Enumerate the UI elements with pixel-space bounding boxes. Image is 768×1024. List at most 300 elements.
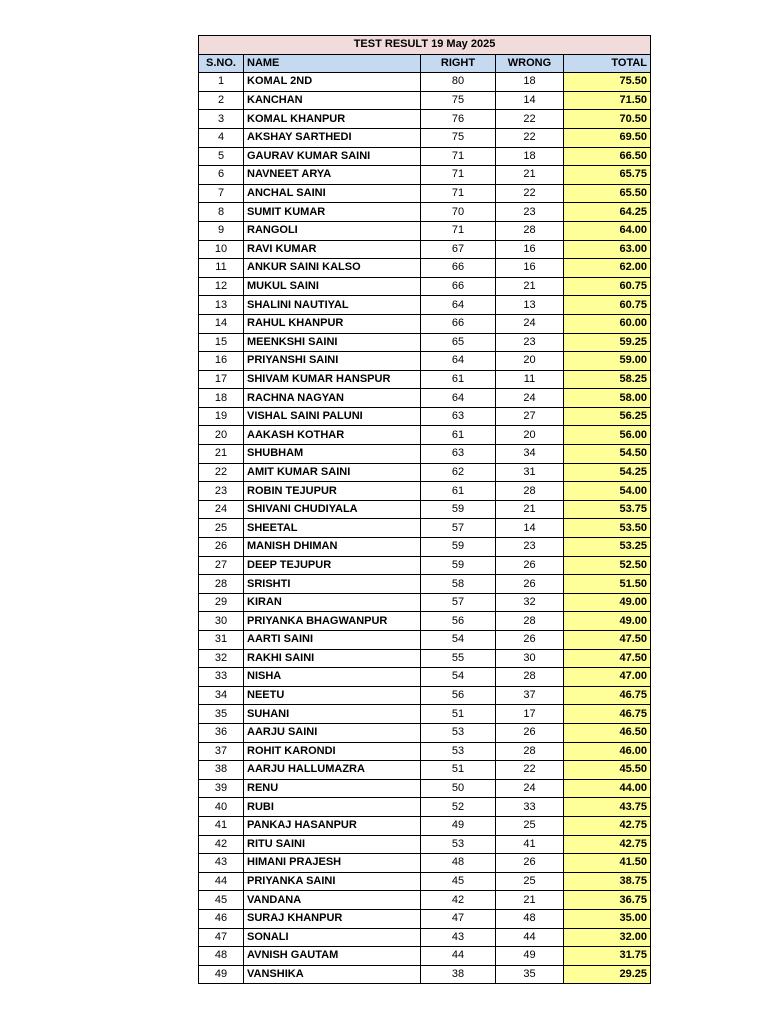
cell-right: 65 — [421, 333, 496, 352]
cell-total: 71.50 — [564, 91, 651, 110]
table-row — [199, 798, 651, 817]
cell-name: PRIYANSHI SAINI — [244, 352, 421, 371]
cell-sno: 9 — [199, 221, 244, 240]
cell-name: NEETU — [244, 686, 421, 705]
cell-name: AKSHAY SARTHEDI — [244, 128, 421, 147]
cell-wrong: 25 — [496, 872, 564, 891]
table-row — [199, 482, 651, 501]
table-row — [199, 612, 651, 631]
cell-right: 71 — [421, 147, 496, 166]
cell-right: 47 — [421, 909, 496, 928]
cell-wrong: 24 — [496, 779, 564, 798]
cell-name: MEENKSHI SAINI — [244, 333, 421, 352]
table-row — [199, 500, 651, 519]
header-sno: S.NO. — [199, 54, 244, 73]
cell-name: SUHANI — [244, 705, 421, 724]
cell-right: 61 — [421, 482, 496, 501]
cell-sno: 17 — [199, 370, 244, 389]
cell-sno: 29 — [199, 593, 244, 612]
table-row — [199, 221, 651, 240]
cell-name: ROBIN TEJUPUR — [244, 482, 421, 501]
table-body — [199, 73, 651, 984]
table-row — [199, 723, 651, 742]
cell-wrong: 27 — [496, 407, 564, 426]
table-row — [199, 575, 651, 594]
cell-sno: 4 — [199, 128, 244, 147]
cell-sno: 31 — [199, 631, 244, 650]
cell-right: 71 — [421, 184, 496, 203]
cell-wrong: 41 — [496, 835, 564, 854]
cell-wrong: 33 — [496, 798, 564, 817]
cell-name: VANDANA — [244, 891, 421, 910]
cell-name: SUMIT KUMAR — [244, 203, 421, 222]
cell-total: 66.50 — [564, 147, 651, 166]
cell-wrong: 21 — [496, 277, 564, 296]
cell-wrong: 28 — [496, 482, 564, 501]
cell-sno: 18 — [199, 389, 244, 408]
result-table — [198, 35, 651, 984]
cell-name: KANCHAN — [244, 91, 421, 110]
table-row — [199, 333, 651, 352]
table-row — [199, 538, 651, 557]
cell-name: KIRAN — [244, 593, 421, 612]
header-total: TOTAL — [564, 54, 651, 73]
cell-total: 53.50 — [564, 519, 651, 538]
cell-right: 48 — [421, 854, 496, 873]
cell-name: SHEETAL — [244, 519, 421, 538]
cell-wrong: 23 — [496, 538, 564, 557]
cell-right: 52 — [421, 798, 496, 817]
cell-wrong: 22 — [496, 110, 564, 129]
table-row — [199, 203, 651, 222]
table-row — [199, 965, 651, 984]
cell-wrong: 44 — [496, 928, 564, 947]
cell-wrong: 22 — [496, 184, 564, 203]
cell-name: RENU — [244, 779, 421, 798]
cell-sno: 13 — [199, 296, 244, 315]
cell-total: 60.75 — [564, 277, 651, 296]
cell-name: RUBI — [244, 798, 421, 817]
table-row — [199, 519, 651, 538]
cell-name: SHUBHAM — [244, 445, 421, 464]
cell-sno: 20 — [199, 426, 244, 445]
cell-sno: 37 — [199, 742, 244, 761]
cell-total: 52.50 — [564, 556, 651, 575]
cell-wrong: 22 — [496, 761, 564, 780]
cell-right: 53 — [421, 723, 496, 742]
cell-total: 31.75 — [564, 947, 651, 966]
cell-wrong: 48 — [496, 909, 564, 928]
cell-right: 58 — [421, 575, 496, 594]
cell-right: 61 — [421, 370, 496, 389]
cell-total: 58.00 — [564, 389, 651, 408]
cell-wrong: 21 — [496, 891, 564, 910]
cell-name: AARJU HALLUMAZRA — [244, 761, 421, 780]
cell-sno: 22 — [199, 463, 244, 482]
cell-sno: 12 — [199, 277, 244, 296]
cell-wrong: 21 — [496, 166, 564, 185]
cell-wrong: 28 — [496, 612, 564, 631]
cell-sno: 5 — [199, 147, 244, 166]
cell-total: 60.75 — [564, 296, 651, 315]
table-row — [199, 668, 651, 687]
header-name: NAME — [244, 54, 421, 73]
cell-right: 62 — [421, 463, 496, 482]
cell-right: 54 — [421, 631, 496, 650]
cell-sno: 26 — [199, 538, 244, 557]
cell-name: AMIT KUMAR SAINI — [244, 463, 421, 482]
cell-name: SHALINI NAUTIYAL — [244, 296, 421, 315]
cell-name: MANISH DHIMAN — [244, 538, 421, 557]
cell-total: 35.00 — [564, 909, 651, 928]
table-row — [199, 407, 651, 426]
cell-right: 38 — [421, 965, 496, 984]
cell-right: 56 — [421, 686, 496, 705]
cell-name: KOMAL 2ND — [244, 73, 421, 92]
cell-wrong: 20 — [496, 352, 564, 371]
table-row — [199, 277, 651, 296]
cell-total: 47.50 — [564, 649, 651, 668]
cell-wrong: 49 — [496, 947, 564, 966]
cell-total: 43.75 — [564, 798, 651, 817]
cell-name: SURAJ KHANPUR — [244, 909, 421, 928]
cell-total: 62.00 — [564, 259, 651, 278]
table-row — [199, 761, 651, 780]
cell-sno: 10 — [199, 240, 244, 259]
table-row — [199, 891, 651, 910]
cell-total: 53.25 — [564, 538, 651, 557]
cell-name: RAVI KUMAR — [244, 240, 421, 259]
cell-wrong: 26 — [496, 854, 564, 873]
cell-wrong: 23 — [496, 203, 564, 222]
cell-total: 46.50 — [564, 723, 651, 742]
table-row — [199, 631, 651, 650]
cell-sno: 28 — [199, 575, 244, 594]
table-row — [199, 463, 651, 482]
cell-sno: 30 — [199, 612, 244, 631]
cell-name: GAURAV KUMAR SAINI — [244, 147, 421, 166]
table-row — [199, 370, 651, 389]
table-row — [199, 854, 651, 873]
cell-total: 49.00 — [564, 593, 651, 612]
cell-right: 49 — [421, 816, 496, 835]
cell-total: 75.50 — [564, 73, 651, 92]
cell-right: 59 — [421, 500, 496, 519]
cell-wrong: 16 — [496, 240, 564, 259]
cell-wrong: 32 — [496, 593, 564, 612]
cell-total: 44.00 — [564, 779, 651, 798]
cell-name: RANGOLI — [244, 221, 421, 240]
table-row — [199, 556, 651, 575]
table-row — [199, 445, 651, 464]
cell-right: 42 — [421, 891, 496, 910]
cell-total: 47.50 — [564, 631, 651, 650]
cell-name: PRIYANKA SAINI — [244, 872, 421, 891]
cell-name: RACHNA NAGYAN — [244, 389, 421, 408]
cell-name: HIMANI PRAJESH — [244, 854, 421, 873]
cell-sno: 7 — [199, 184, 244, 203]
cell-name: SRISHTI — [244, 575, 421, 594]
cell-total: 38.75 — [564, 872, 651, 891]
cell-total: 59.25 — [564, 333, 651, 352]
cell-wrong: 14 — [496, 519, 564, 538]
table-row — [199, 73, 651, 92]
cell-sno: 49 — [199, 965, 244, 984]
table-row — [199, 184, 651, 203]
cell-right: 56 — [421, 612, 496, 631]
cell-total: 65.50 — [564, 184, 651, 203]
cell-total: 58.25 — [564, 370, 651, 389]
cell-right: 71 — [421, 221, 496, 240]
cell-right: 63 — [421, 445, 496, 464]
table-row — [199, 742, 651, 761]
header-wrong: WRONG — [496, 54, 564, 73]
cell-right: 53 — [421, 835, 496, 854]
table-row — [199, 128, 651, 147]
cell-sno: 34 — [199, 686, 244, 705]
cell-right: 64 — [421, 389, 496, 408]
cell-sno: 32 — [199, 649, 244, 668]
cell-right: 64 — [421, 296, 496, 315]
cell-wrong: 31 — [496, 463, 564, 482]
cell-right: 55 — [421, 649, 496, 668]
cell-total: 29.25 — [564, 965, 651, 984]
cell-name: ROHIT KARONDI — [244, 742, 421, 761]
cell-total: 59.00 — [564, 352, 651, 371]
cell-total: 64.25 — [564, 203, 651, 222]
cell-total: 65.75 — [564, 166, 651, 185]
cell-total: 54.50 — [564, 445, 651, 464]
cell-total: 36.75 — [564, 891, 651, 910]
table-row — [199, 259, 651, 278]
table-row — [199, 872, 651, 891]
cell-right: 51 — [421, 705, 496, 724]
cell-sno: 46 — [199, 909, 244, 928]
cell-name: NISHA — [244, 668, 421, 687]
table-row — [199, 928, 651, 947]
cell-wrong: 18 — [496, 73, 564, 92]
cell-name: AARTI SAINI — [244, 631, 421, 650]
cell-right: 57 — [421, 593, 496, 612]
cell-total: 42.75 — [564, 835, 651, 854]
cell-wrong: 18 — [496, 147, 564, 166]
cell-sno: 48 — [199, 947, 244, 966]
cell-sno: 40 — [199, 798, 244, 817]
cell-right: 66 — [421, 314, 496, 333]
cell-wrong: 16 — [496, 259, 564, 278]
cell-right: 63 — [421, 407, 496, 426]
cell-total: 56.25 — [564, 407, 651, 426]
cell-wrong: 17 — [496, 705, 564, 724]
cell-right: 57 — [421, 519, 496, 538]
table-row — [199, 426, 651, 445]
cell-right: 51 — [421, 761, 496, 780]
table-row — [199, 593, 651, 612]
cell-sno: 1 — [199, 73, 244, 92]
cell-total: 64.00 — [564, 221, 651, 240]
table-row — [199, 389, 651, 408]
cell-name: DEEP TEJUPUR — [244, 556, 421, 575]
table-row — [199, 166, 651, 185]
cell-total: 46.75 — [564, 705, 651, 724]
cell-wrong: 11 — [496, 370, 564, 389]
cell-right: 75 — [421, 91, 496, 110]
cell-name: RAHUL KHANPUR — [244, 314, 421, 333]
table-row — [199, 686, 651, 705]
cell-right: 53 — [421, 742, 496, 761]
cell-sno: 3 — [199, 110, 244, 129]
table-row — [199, 91, 651, 110]
cell-wrong: 26 — [496, 723, 564, 742]
cell-total: 70.50 — [564, 110, 651, 129]
cell-wrong: 28 — [496, 668, 564, 687]
cell-total: 45.50 — [564, 761, 651, 780]
cell-wrong: 26 — [496, 556, 564, 575]
cell-sno: 14 — [199, 314, 244, 333]
cell-right: 66 — [421, 277, 496, 296]
cell-total: 60.00 — [564, 314, 651, 333]
cell-total: 41.50 — [564, 854, 651, 873]
cell-total: 63.00 — [564, 240, 651, 259]
cell-name: VISHAL SAINI PALUNI — [244, 407, 421, 426]
cell-wrong: 23 — [496, 333, 564, 352]
table-row — [199, 352, 651, 371]
cell-wrong: 28 — [496, 742, 564, 761]
cell-right: 54 — [421, 668, 496, 687]
table-row — [199, 110, 651, 129]
cell-sno: 35 — [199, 705, 244, 724]
cell-total: 47.00 — [564, 668, 651, 687]
cell-wrong: 14 — [496, 91, 564, 110]
cell-total: 49.00 — [564, 612, 651, 631]
table-row — [199, 147, 651, 166]
cell-sno: 27 — [199, 556, 244, 575]
cell-sno: 6 — [199, 166, 244, 185]
cell-name: AVNISH GAUTAM — [244, 947, 421, 966]
cell-name: KOMAL KHANPUR — [244, 110, 421, 129]
cell-right: 59 — [421, 556, 496, 575]
table-row — [199, 649, 651, 668]
cell-right: 44 — [421, 947, 496, 966]
cell-name: NAVNEET ARYA — [244, 166, 421, 185]
cell-sno: 15 — [199, 333, 244, 352]
cell-sno: 42 — [199, 835, 244, 854]
header-right: RIGHT — [421, 54, 496, 73]
table-row — [199, 779, 651, 798]
cell-wrong: 24 — [496, 314, 564, 333]
table-row — [199, 314, 651, 333]
cell-wrong: 28 — [496, 221, 564, 240]
cell-name: ANKUR SAINI KALSO — [244, 259, 421, 278]
cell-wrong: 26 — [496, 575, 564, 594]
table-row — [199, 240, 651, 259]
table-row — [199, 947, 651, 966]
cell-total: 53.75 — [564, 500, 651, 519]
cell-name: SHIVANI CHUDIYALA — [244, 500, 421, 519]
cell-total: 69.50 — [564, 128, 651, 147]
cell-name: AARJU SAINI — [244, 723, 421, 742]
cell-wrong: 34 — [496, 445, 564, 464]
cell-sno: 43 — [199, 854, 244, 873]
table-row — [199, 909, 651, 928]
cell-right: 66 — [421, 259, 496, 278]
cell-name: MUKUL SAINI — [244, 277, 421, 296]
cell-sno: 11 — [199, 259, 244, 278]
cell-wrong: 35 — [496, 965, 564, 984]
cell-total: 42.75 — [564, 816, 651, 835]
cell-sno: 33 — [199, 668, 244, 687]
cell-right: 76 — [421, 110, 496, 129]
cell-sno: 23 — [199, 482, 244, 501]
cell-right: 45 — [421, 872, 496, 891]
cell-wrong: 37 — [496, 686, 564, 705]
cell-name: RAKHI SAINI — [244, 649, 421, 668]
cell-total: 46.75 — [564, 686, 651, 705]
cell-name: ANCHAL SAINI — [244, 184, 421, 203]
cell-sno: 47 — [199, 928, 244, 947]
cell-name: SONALI — [244, 928, 421, 947]
cell-right: 80 — [421, 73, 496, 92]
cell-name: PRIYANKA BHAGWANPUR — [244, 612, 421, 631]
table-row — [199, 816, 651, 835]
cell-sno: 21 — [199, 445, 244, 464]
cell-wrong: 22 — [496, 128, 564, 147]
cell-sno: 25 — [199, 519, 244, 538]
cell-sno: 45 — [199, 891, 244, 910]
table-row — [199, 835, 651, 854]
header-row — [199, 54, 651, 73]
cell-wrong: 13 — [496, 296, 564, 315]
cell-wrong: 24 — [496, 389, 564, 408]
cell-right: 64 — [421, 352, 496, 371]
cell-right: 50 — [421, 779, 496, 798]
cell-right: 75 — [421, 128, 496, 147]
cell-wrong: 30 — [496, 649, 564, 668]
cell-name: SHIVAM KUMAR HANSPUR — [244, 370, 421, 389]
cell-sno: 38 — [199, 761, 244, 780]
cell-sno: 16 — [199, 352, 244, 371]
cell-sno: 2 — [199, 91, 244, 110]
cell-wrong: 20 — [496, 426, 564, 445]
cell-total: 54.25 — [564, 463, 651, 482]
table-row — [199, 296, 651, 315]
cell-sno: 24 — [199, 500, 244, 519]
cell-sno: 19 — [199, 407, 244, 426]
cell-name: AAKASH KOTHAR — [244, 426, 421, 445]
cell-wrong: 25 — [496, 816, 564, 835]
cell-wrong: 26 — [496, 631, 564, 650]
cell-right: 59 — [421, 538, 496, 557]
cell-sno: 39 — [199, 779, 244, 798]
table-title: TEST RESULT 19 May 2025 — [199, 36, 651, 55]
cell-total: 54.00 — [564, 482, 651, 501]
cell-name: VANSHIKA — [244, 965, 421, 984]
cell-total: 46.00 — [564, 742, 651, 761]
cell-name: PANKAJ HASANPUR — [244, 816, 421, 835]
cell-right: 43 — [421, 928, 496, 947]
cell-wrong: 21 — [496, 500, 564, 519]
cell-right: 71 — [421, 166, 496, 185]
cell-sno: 44 — [199, 872, 244, 891]
cell-total: 51.50 — [564, 575, 651, 594]
cell-sno: 8 — [199, 203, 244, 222]
table-row — [199, 705, 651, 724]
cell-right: 70 — [421, 203, 496, 222]
cell-sno: 36 — [199, 723, 244, 742]
cell-total: 32.00 — [564, 928, 651, 947]
cell-sno: 41 — [199, 816, 244, 835]
cell-right: 67 — [421, 240, 496, 259]
